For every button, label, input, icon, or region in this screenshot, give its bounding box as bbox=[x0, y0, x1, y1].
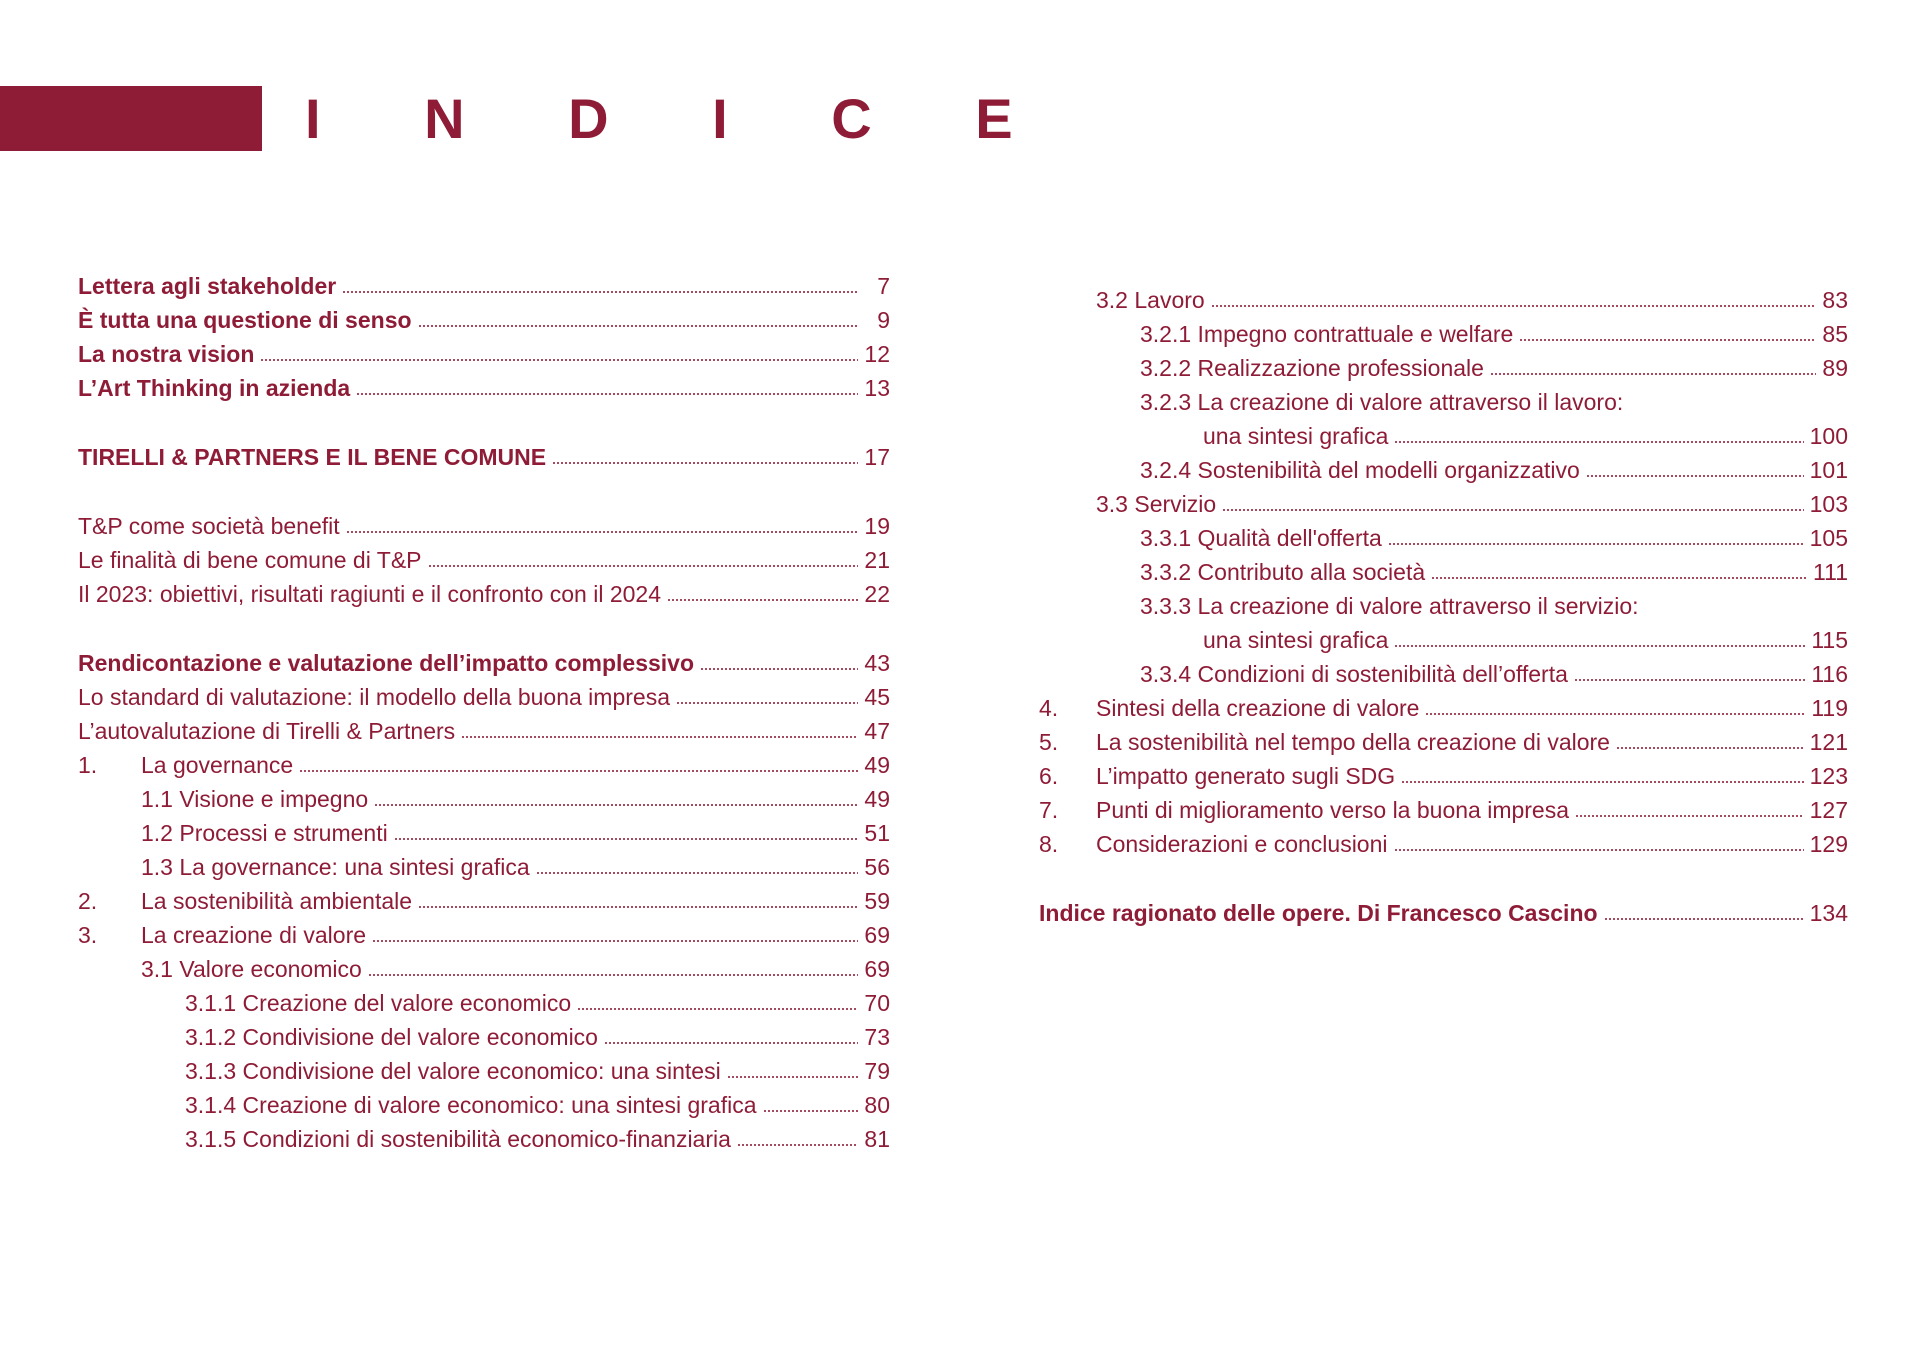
toc-left-column bbox=[78, 266, 890, 1153]
toc-entry[interactable] bbox=[78, 881, 890, 915]
toc-entry[interactable] bbox=[1039, 518, 1848, 552]
dot-leader bbox=[1490, 373, 1816, 375]
toc-entry-number: 6. bbox=[1039, 763, 1059, 789]
toc-entry-title: 3.1.2 Condivisione del valore economico bbox=[185, 1024, 598, 1050]
toc-entry[interactable] bbox=[78, 949, 890, 983]
toc-entry-title: T&P come società benefit bbox=[78, 513, 340, 539]
toc-entry[interactable] bbox=[78, 437, 890, 471]
toc-entry[interactable] bbox=[78, 1017, 890, 1051]
toc-entry-title: Indice ragionato delle opere. Di Francesco Cascino bbox=[1039, 900, 1598, 926]
dot-leader bbox=[394, 838, 858, 840]
toc-entry[interactable] bbox=[78, 643, 890, 677]
dot-leader bbox=[374, 804, 858, 806]
toc-entry-title: 1.3 La governance: una sintesi grafica bbox=[141, 854, 530, 880]
toc-entry-title: 1.1 Visione e impegno bbox=[141, 786, 369, 812]
toc-entry[interactable] bbox=[78, 1085, 890, 1119]
toc-entry-page: 85 bbox=[1822, 321, 1848, 347]
toc-entry[interactable] bbox=[78, 574, 890, 608]
toc-entry bbox=[1039, 586, 1848, 620]
toc-entry[interactable] bbox=[1039, 688, 1848, 722]
toc-entry[interactable] bbox=[78, 300, 890, 334]
toc-entry-title: Le finalità di bene comune di T&P bbox=[78, 547, 422, 573]
toc-entry-title: Punti di miglioramento verso la buona impresa bbox=[1096, 797, 1570, 823]
toc-entry[interactable] bbox=[78, 1119, 890, 1153]
toc-entry[interactable] bbox=[78, 334, 890, 368]
toc-entry-page: 21 bbox=[864, 547, 890, 573]
toc-entry-title: 3.3.4 Condizioni di sostenibilità dell’offerta bbox=[1140, 661, 1568, 687]
toc-entry-number: 1. bbox=[78, 752, 98, 778]
toc-entry[interactable] bbox=[78, 266, 890, 300]
toc-entry-page: 111 bbox=[1813, 559, 1848, 585]
toc-entry[interactable] bbox=[78, 1051, 890, 1085]
toc-entry-page: 127 bbox=[1809, 797, 1848, 823]
dot-leader bbox=[1211, 305, 1816, 307]
toc-entry-page: 116 bbox=[1811, 661, 1848, 687]
toc-entry-title: La governance bbox=[141, 752, 294, 778]
toc-entry-title: 1.2 Processi e strumenti bbox=[141, 820, 388, 846]
toc-entry-title: 3.1 Valore economico bbox=[141, 956, 362, 982]
toc-entry-number: 5. bbox=[1039, 729, 1059, 755]
toc-entry[interactable] bbox=[78, 779, 890, 813]
toc-entry-title: 3.2.4 Sostenibilità del modelli organizzativo bbox=[1140, 457, 1580, 483]
section-gap bbox=[1039, 858, 1848, 893]
toc-entry-page: 19 bbox=[864, 513, 890, 539]
toc-entry-page: 129 bbox=[1809, 831, 1848, 857]
toc-entry-page: 51 bbox=[864, 820, 890, 846]
dot-leader bbox=[368, 974, 858, 976]
dot-leader bbox=[1394, 645, 1805, 647]
toc-entry-title: 3.3.2 Contributo alla società bbox=[1140, 559, 1426, 585]
toc-entry-page: 100 bbox=[1809, 423, 1848, 449]
dot-leader bbox=[260, 359, 858, 361]
toc-entry[interactable] bbox=[1039, 893, 1848, 927]
toc-entry-title: È tutta una questione di senso bbox=[78, 307, 412, 333]
toc-entry-page: 9 bbox=[877, 307, 890, 333]
toc-entry[interactable] bbox=[78, 915, 890, 949]
section-gap bbox=[78, 402, 890, 437]
page-title: I N D I C E bbox=[305, 87, 1057, 150]
toc-entry-title: Lo standard di valutazione: il modello della buona impresa bbox=[78, 684, 670, 710]
dot-leader bbox=[418, 906, 858, 908]
dot-leader bbox=[737, 1144, 858, 1146]
toc-entry[interactable] bbox=[1039, 552, 1848, 586]
toc-entry-title: 3.1.4 Creazione di valore economico: una sintesi grafica bbox=[185, 1092, 757, 1118]
toc-entry-title: una sintesi grafica bbox=[1203, 627, 1389, 653]
toc-entry[interactable] bbox=[78, 368, 890, 402]
toc-entry-page: 22 bbox=[864, 581, 890, 607]
toc-entry-page: 101 bbox=[1809, 457, 1848, 483]
toc-entry-page: 49 bbox=[864, 786, 890, 812]
toc-entry[interactable] bbox=[1039, 450, 1848, 484]
toc-entry-title: una sintesi grafica bbox=[1203, 423, 1389, 449]
toc-entry-title: 3.1.3 Condivisione del valore economico: una sintesi bbox=[185, 1058, 721, 1084]
dot-leader bbox=[667, 599, 858, 601]
dot-leader bbox=[1604, 918, 1804, 920]
dot-leader bbox=[1574, 679, 1805, 681]
toc-entry-page: 59 bbox=[864, 888, 890, 914]
toc-entry-page: 81 bbox=[864, 1126, 890, 1152]
dot-leader bbox=[1616, 747, 1804, 749]
toc-entry-title: Il 2023: obiettivi, risultati ragiunti e il confronto con il 2024 bbox=[78, 581, 661, 607]
toc-entry-page: 13 bbox=[864, 375, 890, 401]
toc-entry-page: 7 bbox=[877, 273, 890, 299]
toc-entry-number: 8. bbox=[1039, 831, 1059, 857]
toc-entry[interactable] bbox=[1039, 654, 1848, 688]
toc-entry-page: 56 bbox=[864, 854, 890, 880]
toc-entry[interactable] bbox=[78, 711, 890, 745]
toc-entry-page: 12 bbox=[864, 341, 890, 367]
toc-entry[interactable] bbox=[78, 983, 890, 1017]
dot-leader bbox=[604, 1042, 858, 1044]
toc-entry-page: 80 bbox=[864, 1092, 890, 1118]
toc-entry-title: 3.1.1 Creazione del valore economico bbox=[185, 990, 572, 1016]
toc-entry[interactable] bbox=[1039, 416, 1848, 450]
dot-leader bbox=[676, 702, 858, 704]
dot-leader bbox=[372, 940, 858, 942]
toc-entry[interactable] bbox=[78, 813, 890, 847]
dot-leader bbox=[552, 462, 858, 464]
dot-leader bbox=[299, 770, 858, 772]
toc-entry-page: 121 bbox=[1809, 729, 1848, 755]
dot-leader bbox=[346, 531, 858, 533]
toc-entry-page: 89 bbox=[1822, 355, 1848, 381]
dot-leader bbox=[1388, 543, 1804, 545]
dot-leader bbox=[1425, 713, 1805, 715]
dot-leader bbox=[763, 1110, 859, 1112]
toc-entry-number: 3. bbox=[78, 922, 98, 948]
dot-leader bbox=[1431, 577, 1807, 579]
toc-entry-title: 3.2.3 La creazione di valore attraverso il lavoro: bbox=[1140, 389, 1624, 415]
dot-leader bbox=[1586, 475, 1804, 477]
toc-entry-page: 70 bbox=[864, 990, 890, 1016]
toc-entry[interactable] bbox=[1039, 722, 1848, 756]
toc-entry-page: 123 bbox=[1809, 763, 1848, 789]
toc-entry[interactable] bbox=[78, 677, 890, 711]
toc-entry-number: 4. bbox=[1039, 695, 1059, 721]
toc-entry[interactable] bbox=[78, 847, 890, 881]
toc-entry-title: 3.2.1 Impegno contrattuale e welfare bbox=[1140, 321, 1514, 347]
dot-leader bbox=[1394, 849, 1804, 851]
toc-entry[interactable] bbox=[1039, 620, 1848, 654]
toc-entry-page: 69 bbox=[864, 922, 890, 948]
toc-entry-page: 49 bbox=[864, 752, 890, 778]
dot-leader bbox=[356, 393, 858, 395]
toc-entry-page: 105 bbox=[1809, 525, 1848, 551]
toc-entry-page: 43 bbox=[864, 650, 890, 676]
dot-leader bbox=[418, 325, 858, 327]
toc-entry-title: 3.2.2 Realizzazione professionale bbox=[1140, 355, 1484, 381]
toc-entry-page: 47 bbox=[864, 718, 890, 744]
toc-entry-title: 3.3.1 Qualità dell'offerta bbox=[1140, 525, 1382, 551]
toc-entry-number: 2. bbox=[78, 888, 98, 914]
toc-entry-page: 119 bbox=[1811, 695, 1848, 721]
toc-entry[interactable] bbox=[1039, 824, 1848, 858]
toc-entry-title: L’impatto generato sugli SDG bbox=[1096, 763, 1396, 789]
toc-entry-page: 134 bbox=[1809, 900, 1848, 926]
toc-entry-title: L’Art Thinking in azienda bbox=[78, 375, 351, 401]
toc-entry[interactable] bbox=[1039, 314, 1848, 348]
toc-entry-title: TIRELLI & PARTNERS E IL BENE COMUNE bbox=[78, 444, 547, 470]
toc-entry[interactable] bbox=[78, 745, 890, 779]
toc-entry-page: 73 bbox=[864, 1024, 890, 1050]
toc-entry-page: 83 bbox=[1822, 287, 1848, 313]
toc-entry-title: 3.1.5 Condizioni di sostenibilità economico-finanziaria bbox=[185, 1126, 731, 1152]
toc-entry-page: 45 bbox=[864, 684, 890, 710]
toc-entry-title: 3.3 Servizio bbox=[1096, 491, 1217, 517]
toc-entry[interactable] bbox=[1039, 348, 1848, 382]
toc-entry-page: 103 bbox=[1809, 491, 1848, 517]
toc-entry-page: 69 bbox=[864, 956, 890, 982]
dot-leader bbox=[536, 872, 858, 874]
toc-entry-title: Rendicontazione e valutazione dell’impatto complessivo bbox=[78, 650, 695, 676]
toc-entry[interactable] bbox=[78, 540, 890, 574]
section-gap bbox=[78, 608, 890, 643]
toc-right-column bbox=[1039, 280, 1848, 927]
toc-entry-title: Sintesi della creazione di valore bbox=[1096, 695, 1420, 721]
toc-entry-page: 17 bbox=[864, 444, 890, 470]
toc-entry[interactable] bbox=[1039, 756, 1848, 790]
toc-entry-title: La sostenibilità nel tempo della creazione di valore bbox=[1096, 729, 1610, 755]
dot-leader bbox=[428, 565, 858, 567]
toc-entry-number: 7. bbox=[1039, 797, 1059, 823]
dot-leader bbox=[461, 736, 858, 738]
dot-leader bbox=[700, 668, 858, 670]
section-gap bbox=[78, 471, 890, 506]
toc-entry-title: La creazione di valore bbox=[141, 922, 367, 948]
toc-entry-title: Lettera agli stakeholder bbox=[78, 273, 337, 299]
toc-entry-title: La sostenibilità ambientale bbox=[141, 888, 413, 914]
dot-leader bbox=[1394, 441, 1803, 443]
dot-leader bbox=[1401, 781, 1803, 783]
toc-entry[interactable] bbox=[78, 506, 890, 540]
toc-entry bbox=[1039, 382, 1848, 416]
toc-entry-page: 115 bbox=[1811, 627, 1848, 653]
toc-entry-title: 3.2 Lavoro bbox=[1096, 287, 1205, 313]
toc-entry-title: Considerazioni e conclusioni bbox=[1096, 831, 1388, 857]
dot-leader bbox=[1575, 815, 1804, 817]
toc-entry-title: 3.3.3 La creazione di valore attraverso il servizio: bbox=[1140, 593, 1639, 619]
dot-leader bbox=[727, 1076, 858, 1078]
header-accent-bar bbox=[0, 86, 262, 151]
dot-leader bbox=[577, 1008, 858, 1010]
dot-leader bbox=[1222, 509, 1803, 511]
toc-entry[interactable] bbox=[1039, 280, 1848, 314]
toc-entry-title: La nostra vision bbox=[78, 341, 255, 367]
toc-entry-page: 79 bbox=[864, 1058, 890, 1084]
toc-entry[interactable] bbox=[1039, 484, 1848, 518]
toc-entry[interactable] bbox=[1039, 790, 1848, 824]
dot-leader bbox=[1519, 339, 1816, 341]
dot-leader bbox=[342, 291, 858, 293]
toc-entry-title: L’autovalutazione di Tirelli & Partners bbox=[78, 718, 456, 744]
